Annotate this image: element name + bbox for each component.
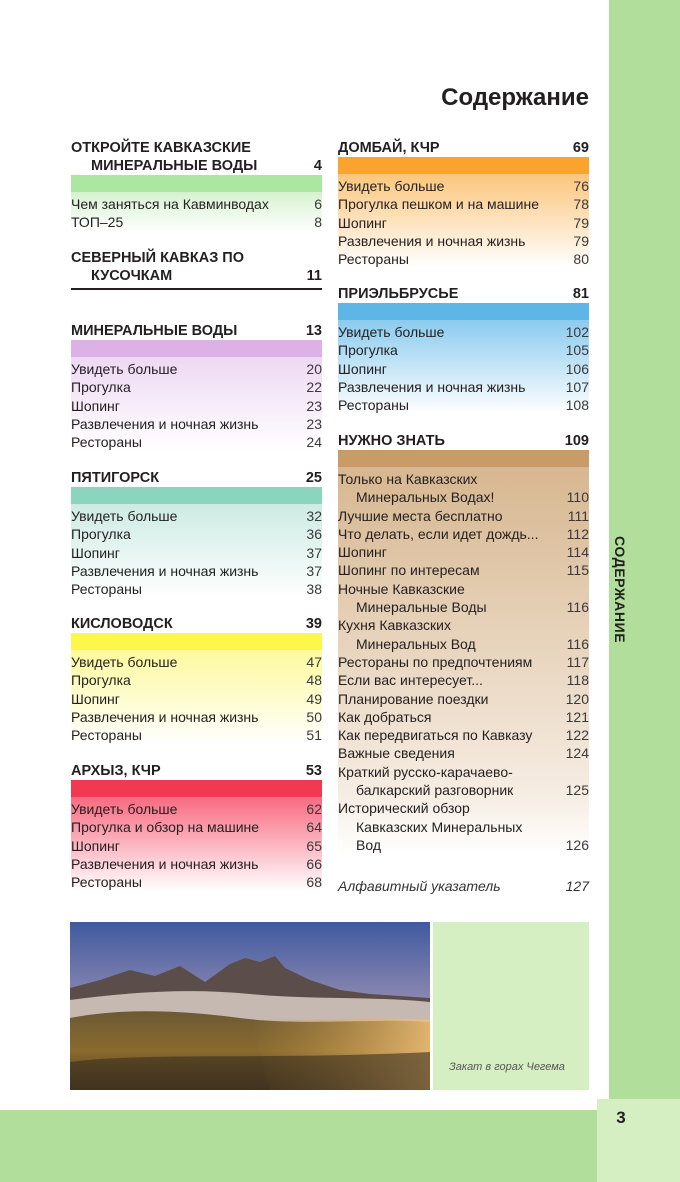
entry-page: 102	[565, 324, 589, 340]
mountain-sunset-image	[70, 922, 430, 1090]
entry-page: 80	[573, 251, 589, 268]
entry-label: Прогулка пешком и на машине	[338, 196, 539, 213]
entry-label: Шопинг	[338, 214, 387, 231]
color-band-violet	[71, 340, 322, 357]
toc-entry[interactable]	[338, 341, 589, 359]
entry-label: Прогулка	[71, 526, 131, 543]
entry-label: Важные сведения	[338, 745, 455, 762]
entry-label: Развлечения и ночная жизнь	[338, 232, 526, 249]
entry-page: 124	[565, 745, 589, 762]
section-title-line: ОТКРОЙТЕ КАВКАЗСКИЕ	[71, 140, 251, 156]
entry-label: Рестораны	[71, 434, 142, 451]
entry-page: 114	[566, 544, 589, 561]
entry-page: 6	[314, 196, 322, 212]
entry-label: Рестораны	[71, 581, 142, 598]
entry-label: Чем заняться на Кавминводах	[71, 196, 269, 212]
entry-page: 118	[566, 672, 589, 689]
entry-label: Ночные Кавказские	[338, 580, 465, 597]
toc-entry[interactable]	[338, 744, 589, 762]
toc-entry[interactable]	[71, 562, 322, 580]
entry-page: 111	[567, 507, 589, 524]
toc-entry[interactable]	[338, 250, 589, 268]
entry-label: Как передвигаться по Кавказу	[338, 727, 533, 744]
entry-page: 36	[306, 526, 322, 543]
color-band-red	[71, 780, 322, 797]
entry-label: ТОП–25	[71, 214, 124, 231]
toc-entry[interactable]	[71, 855, 322, 873]
section-title-line: СЕВЕРНЫЙ КАВКАЗ ПО	[71, 250, 245, 266]
section-header-intro[interactable]	[71, 139, 322, 175]
toc-entry[interactable]	[71, 800, 322, 818]
entry-page: 120	[565, 690, 589, 707]
entry-label: Шопинг	[71, 397, 120, 414]
entry-label: Увидеть больше	[71, 508, 178, 524]
entry-label: Прогулка и обзор на машине	[71, 819, 260, 836]
section-header-kislovodsk[interactable]	[71, 615, 322, 633]
toc-entry[interactable]	[338, 525, 589, 543]
entry-page: 122	[565, 727, 589, 744]
entry-label: Увидеть больше	[338, 178, 445, 194]
toc-entry[interactable]	[71, 873, 322, 891]
entry-label: Алфавитный указатель	[338, 878, 501, 894]
section-header-dombay[interactable]	[338, 139, 589, 157]
section-header-arkhyz[interactable]	[71, 762, 322, 780]
bottom-band	[0, 1110, 680, 1182]
entry-label: Развлечения и ночная жизнь	[71, 708, 259, 725]
toc-entry[interactable]	[71, 525, 322, 543]
toc-entry[interactable]	[338, 378, 589, 396]
entry-list-elbrus	[338, 320, 589, 414]
entry-label: Увидеть больше	[71, 801, 178, 817]
entry-label: Как добраться	[338, 708, 432, 725]
entry-page: 64	[306, 819, 322, 836]
entry-page: 112	[566, 525, 589, 542]
color-band-yellow	[71, 633, 322, 650]
toc-entry[interactable]	[338, 195, 589, 213]
toc-entry[interactable]	[338, 616, 589, 653]
entry-label: Рестораны	[71, 727, 142, 744]
entry-label: Увидеть больше	[71, 361, 178, 377]
entry-page: 110	[566, 489, 589, 506]
color-band-green	[71, 175, 322, 192]
entry-label: Что делать, если идет дождь...	[338, 525, 539, 542]
toc-entry[interactable]	[338, 360, 589, 378]
entry-page: 116	[566, 599, 589, 616]
toc-entry[interactable]	[338, 653, 589, 671]
entry-label: балкарский разговорник	[356, 782, 514, 799]
entry-page: 79	[573, 232, 589, 249]
entry-page: 49	[306, 690, 322, 707]
section-page: 69	[572, 140, 589, 156]
toc-entry[interactable]	[71, 818, 322, 836]
entry-page: 79	[573, 214, 589, 231]
entry-label: Планирование поездки	[338, 690, 489, 707]
section-title: МИНЕРАЛЬНЫЕ ВОДЫ	[71, 323, 238, 339]
toc-entry[interactable]	[71, 580, 322, 598]
entry-page: 23	[306, 415, 322, 432]
entry-label: Прогулка	[338, 342, 398, 359]
entry-page: 126	[565, 836, 589, 853]
entry-label: Кавказских Минеральных	[356, 818, 523, 835]
entry-page: 106	[565, 360, 589, 377]
section-header-north-caucasus[interactable]	[71, 249, 322, 290]
entry-page: 62	[306, 801, 322, 817]
section-page: 4	[313, 158, 322, 174]
toc-entry[interactable]	[338, 232, 589, 250]
section-title: ПЯТИГОРСК	[71, 470, 160, 486]
section-title: КИСЛОВОДСК	[71, 616, 173, 632]
toc-entry[interactable]	[71, 544, 322, 562]
entry-page: 108	[565, 397, 589, 414]
entry-label: Рестораны	[338, 251, 409, 268]
entry-label: Рестораны	[338, 397, 409, 414]
toc-entry[interactable]	[338, 470, 589, 507]
entry-list-arkhyz	[71, 797, 322, 891]
toc-entry[interactable]	[71, 653, 322, 671]
entry-page: 76	[573, 178, 589, 194]
entry-label: Шопинг	[338, 360, 387, 377]
entry-list-pyatigorsk	[71, 504, 322, 598]
entry-page: 121	[565, 708, 589, 725]
entry-label: Лучшие места бесплатно	[338, 507, 503, 524]
toc-entry[interactable]	[338, 177, 589, 195]
entry-label: Прогулка	[71, 379, 131, 396]
toc-entry[interactable]	[71, 690, 322, 708]
color-band-tan	[338, 450, 589, 467]
entry-label: Шопинг	[71, 837, 120, 854]
entry-page: 51	[306, 727, 322, 744]
entry-label: Развлечения и ночная жизнь	[71, 855, 259, 872]
entry-list-dombay	[338, 174, 589, 268]
section-header-pyatigorsk[interactable]	[71, 469, 322, 487]
entry-page: 38	[306, 581, 322, 598]
entry-list-intro	[71, 192, 322, 232]
entry-page: 37	[306, 544, 322, 561]
color-band-orange	[338, 157, 589, 174]
entry-label: Шопинг	[71, 690, 120, 707]
toc-entry[interactable]	[71, 507, 322, 525]
entry-label: Шопинг	[71, 544, 120, 561]
toc-entry[interactable]	[71, 433, 322, 451]
section-page: 109	[564, 433, 589, 449]
entry-label: Увидеть больше	[71, 654, 178, 670]
entry-page: 32	[306, 508, 322, 524]
color-band-teal	[71, 487, 322, 504]
entry-page: 68	[306, 874, 322, 891]
toc-entry[interactable]	[338, 507, 589, 525]
toc-entry[interactable]	[71, 708, 322, 726]
toc-entry[interactable]	[71, 397, 322, 415]
toc-entry-index[interactable]	[338, 877, 589, 895]
entry-label: Шопинг по интересам	[338, 562, 480, 579]
entry-list-kislovodsk	[71, 650, 322, 744]
photo-caption: Закат в горах Чегема	[449, 1061, 565, 1073]
toc-entry[interactable]	[71, 195, 322, 213]
toc-entry[interactable]	[338, 214, 589, 232]
section-page: 39	[305, 616, 322, 632]
entry-page: 127	[565, 878, 589, 894]
toc-entry[interactable]	[71, 671, 322, 689]
section-page: 53	[305, 763, 322, 779]
entry-page: 125	[565, 782, 589, 799]
entry-page: 115	[566, 562, 589, 579]
entry-page: 48	[306, 672, 322, 689]
entry-page: 65	[306, 837, 322, 854]
entry-label: Шопинг	[338, 544, 387, 561]
section-title: ДОМБАЙ, КЧР	[338, 140, 440, 156]
entry-label: Развлечения и ночная жизнь	[71, 415, 259, 432]
section-header-need-to-know[interactable]	[338, 432, 589, 450]
toc-entry[interactable]	[338, 726, 589, 744]
toc-entry[interactable]	[71, 378, 322, 396]
entry-label: Исторический обзор	[338, 800, 470, 817]
entry-page: 8	[314, 214, 322, 231]
entry-page: 66	[306, 855, 322, 872]
entry-label: Краткий русско-карачаево-	[338, 763, 513, 780]
toc-entry[interactable]	[338, 671, 589, 689]
toc-entry[interactable]	[338, 708, 589, 726]
toc-entry[interactable]	[338, 690, 589, 708]
landscape-photo	[70, 922, 430, 1090]
section-title-line: МИНЕРАЛЬНЫЕ ВОДЫ	[91, 158, 258, 174]
section-header-mineral-waters[interactable]	[71, 322, 322, 340]
entry-page: 78	[573, 196, 589, 213]
toc-entry[interactable]	[338, 580, 589, 617]
entry-label: Минеральных Вод	[356, 635, 476, 652]
entry-page: 22	[306, 379, 322, 396]
entry-page: 50	[306, 708, 322, 725]
toc-entry[interactable]	[71, 726, 322, 744]
toc-entry[interactable]	[338, 543, 589, 561]
entry-page: 23	[306, 397, 322, 414]
side-label: СОДЕРЖАНИЕ	[612, 536, 628, 644]
page-number: 3	[616, 1108, 626, 1127]
entry-label: Развлечения и ночная жизнь	[71, 562, 259, 579]
toc-entry[interactable]	[338, 763, 589, 800]
toc-entry[interactable]	[338, 323, 589, 341]
entry-label: Рестораны по предпочтениям	[338, 653, 533, 670]
entry-list-need-to-know	[338, 467, 589, 854]
section-page: 13	[305, 323, 322, 339]
section-title: АРХЫЗ, КЧР	[71, 763, 161, 779]
entry-label: Только на Кавказских	[338, 471, 478, 487]
toc-entry[interactable]	[71, 415, 322, 433]
page-title: Содержание	[441, 84, 589, 111]
color-band-blue	[338, 303, 589, 320]
toc-entry[interactable]	[338, 396, 589, 414]
section-header-elbrus[interactable]	[338, 285, 589, 303]
entry-label: Рестораны	[71, 874, 142, 891]
entry-label: Минеральные Воды	[356, 599, 487, 616]
section-title: НУЖНО ЗНАТЬ	[338, 433, 445, 449]
toc-entry[interactable]	[71, 213, 322, 231]
entry-label: Вод	[356, 836, 381, 853]
toc-entry[interactable]	[338, 799, 589, 854]
entry-page: 116	[566, 635, 589, 652]
section-page: 11	[306, 268, 322, 284]
entry-page: 117	[566, 653, 589, 670]
toc-entry[interactable]	[338, 561, 589, 579]
section-title-line: КУСОЧКАМ	[91, 268, 173, 284]
entry-page: 105	[565, 342, 589, 359]
entry-label: Прогулка	[71, 672, 131, 689]
entry-page: 47	[306, 654, 322, 670]
entry-page: 24	[306, 434, 322, 451]
toc-entry[interactable]	[71, 837, 322, 855]
entry-list-mineral-waters	[71, 357, 322, 451]
entry-label: Увидеть больше	[338, 324, 445, 340]
entry-label: Минеральных Водах!	[356, 489, 495, 506]
entry-label: Кухня Кавказских	[338, 617, 452, 634]
section-page: 81	[572, 286, 589, 302]
section-title: ПРИЭЛЬБРУСЬЕ	[338, 286, 459, 302]
entry-page: 37	[306, 562, 322, 579]
entry-label: Если вас интересует...	[338, 672, 483, 689]
entry-label: Развлечения и ночная жизнь	[338, 378, 526, 395]
toc-entry[interactable]	[71, 360, 322, 378]
entry-page: 20	[306, 361, 322, 377]
section-page: 25	[305, 470, 322, 486]
entry-page: 107	[565, 378, 589, 395]
